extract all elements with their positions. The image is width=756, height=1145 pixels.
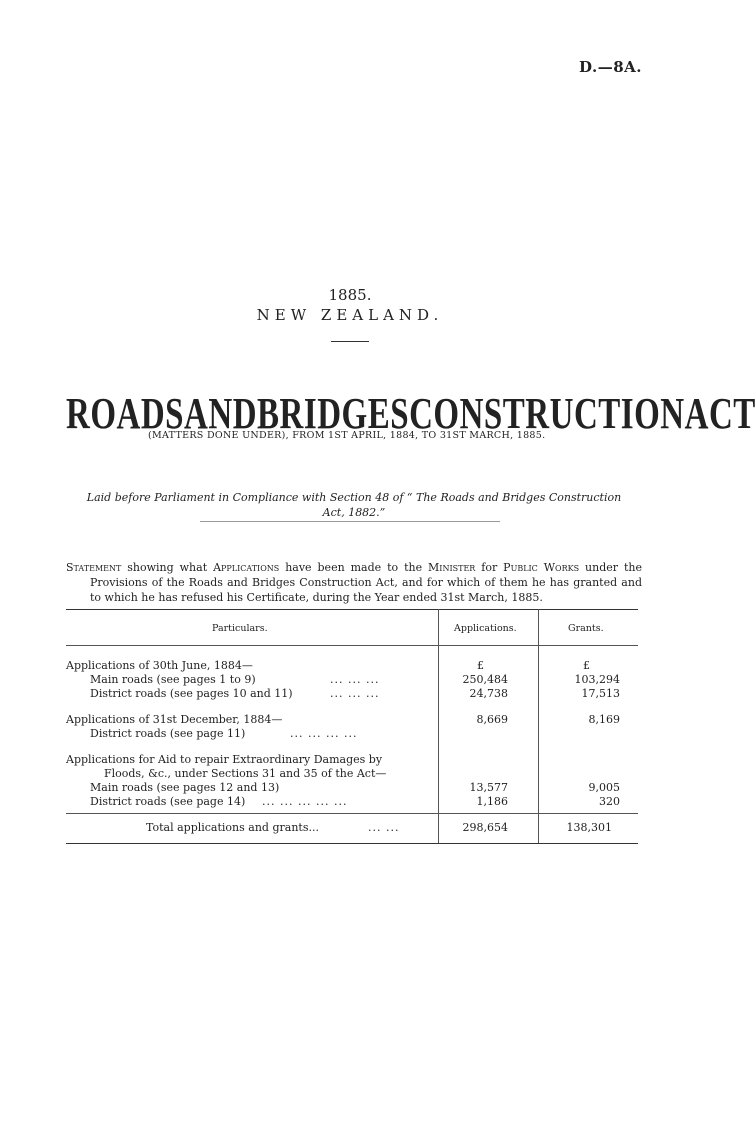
total-grants: 138,301 xyxy=(566,821,612,834)
statement-text: for xyxy=(475,561,504,574)
statement-lead: Statement xyxy=(66,561,122,574)
leader-dots: ... ... ... xyxy=(330,673,380,686)
group-heading-december: Applications of 31st December, 1884— xyxy=(66,713,283,726)
grants-value: 17,513 xyxy=(581,687,620,700)
country-heading: NEW ZEALAND. xyxy=(256,306,444,324)
total-rule xyxy=(66,813,638,814)
statement-paragraph xyxy=(66,560,642,605)
header-particulars: Particulars. xyxy=(212,623,268,634)
table-row-label xyxy=(90,795,348,808)
statement-public-works: Public Works xyxy=(503,561,580,574)
table-row-label xyxy=(90,673,380,686)
table-row-label: Main roads (see pages 12 and 13) xyxy=(90,781,280,794)
page-identifier: D.—8A. xyxy=(579,58,642,76)
grants-value: 9,005 xyxy=(588,781,620,794)
statement-applications: Applications xyxy=(213,561,280,574)
title-word: CONSTRUCTION xyxy=(409,390,685,439)
laid-before-parliament xyxy=(66,490,642,520)
row-label-text: District roads (see pages 10 and 11) xyxy=(90,687,293,700)
applications-value: 13,577 xyxy=(469,781,508,794)
subtitle: (MATTERS DONE UNDER), FROM 1ST APRIL, 1884, TO 31ST MARCH, 1885. xyxy=(148,430,546,441)
statement-text: showing what xyxy=(121,561,214,574)
table-bottom-rule xyxy=(66,843,638,844)
heading-divider xyxy=(331,341,369,342)
applications-value: 8,669 xyxy=(476,713,508,726)
currency-symbol-grants: £ xyxy=(583,659,590,672)
currency-symbol-applications: £ xyxy=(477,659,484,672)
total-label-text: Total applications and grants... xyxy=(146,821,319,834)
grants-value: 103,294 xyxy=(574,673,620,686)
applications-value: 24,738 xyxy=(469,687,508,700)
laid-before-line-1: Laid before Parliament in Compliance with Section 48 of “ The Roads and Bridges Construction xyxy=(86,491,622,504)
header-rule xyxy=(66,645,638,646)
applications-value: 250,484 xyxy=(462,673,508,686)
statement-text: have been made to the xyxy=(279,561,429,574)
leader-dots: ... ... ... ... xyxy=(290,727,358,740)
group-heading-damages-cont: Floods, &c., under Sections 31 and 35 of the Act— xyxy=(104,767,387,780)
applications-value: 1,186 xyxy=(476,795,508,808)
group-heading-damages: Applications for Aid to repair Extraordinary Damages by xyxy=(66,753,383,766)
title-word: AND xyxy=(184,390,258,439)
title-word: BRIDGES xyxy=(257,390,410,439)
total-label xyxy=(146,821,400,834)
header-applications: Applications. xyxy=(454,623,517,634)
row-label-text: Main roads (see pages 1 to 9) xyxy=(90,673,256,686)
laid-before-line-2: Act, 1882.” xyxy=(322,506,386,519)
leader-dots: ... ... ... ... ... xyxy=(262,795,348,808)
row-label-text: District roads (see page 11) xyxy=(90,727,246,740)
header-grants: Grants. xyxy=(568,623,604,634)
statement-text: under the Provisions of the Roads and Bridges Construction Act, and for which of them he has granted and to which he has refused his Certificate, during the Year ended 31st March, 1885. xyxy=(90,561,642,604)
grants-value: 8,169 xyxy=(588,713,620,726)
total-applications: 298,654 xyxy=(462,821,508,834)
group-heading-june: Applications of 30th June, 1884— xyxy=(66,659,253,672)
title-word: ROADS xyxy=(66,390,185,439)
title-word: ACT xyxy=(684,390,756,439)
grants-value: 320 xyxy=(599,795,620,808)
report-year: 1885. xyxy=(328,286,372,304)
table-top-rule xyxy=(66,609,638,610)
leader-dots: ... ... xyxy=(368,821,400,834)
table-row-label xyxy=(90,687,380,700)
section-divider xyxy=(200,521,500,522)
table-row-label xyxy=(90,727,358,740)
statement-minister: Minister xyxy=(428,561,476,574)
row-label-text: District roads (see page 14) xyxy=(90,795,246,808)
leader-dots: ... ... ... xyxy=(330,687,380,700)
